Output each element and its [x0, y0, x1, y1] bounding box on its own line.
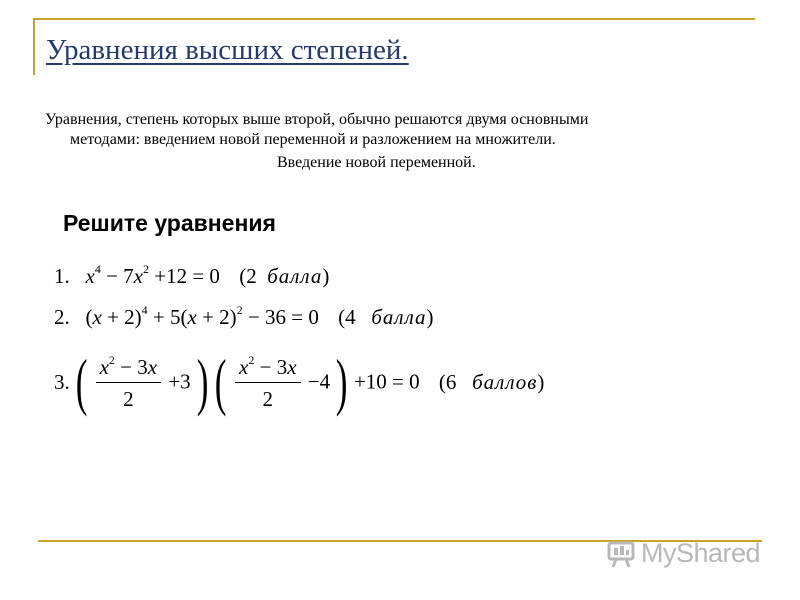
- math-term: +10 = 0: [353, 369, 420, 394]
- intro-line-2: методами: введением новой переменной и разложением на множители.: [70, 131, 556, 148]
- intro-paragraph: [45, 110, 725, 150]
- subheading: Введение новой переменной.: [277, 154, 476, 171]
- math-term: +12 = 0: [154, 264, 220, 288]
- math-var: x: [85, 264, 95, 288]
- math-term: −4: [307, 369, 331, 394]
- fraction-denominator: 2: [123, 386, 134, 411]
- math-exponent: 4: [141, 303, 148, 317]
- fraction-denominator: 2: [262, 386, 274, 411]
- math-term: + 5(: [147, 305, 188, 329]
- fraction-numerator: $x^2 - 3x$: [96, 353, 162, 383]
- left-paren: (: [75, 346, 88, 417]
- math-exponent: 4: [94, 262, 101, 276]
- equation-number: 2.: [54, 305, 70, 329]
- slide-title: Уравнения высших степеней.: [46, 34, 409, 66]
- intro-line-1: Уравнения, степень которых выше второй, обычно решаются двумя основными: [45, 111, 589, 128]
- math-term: + 2): [196, 305, 237, 329]
- points-label: (2 балла): [239, 264, 330, 288]
- math-var: x: [133, 264, 143, 288]
- points-label: (6 баллов): [438, 369, 545, 394]
- math-var: x: [92, 305, 102, 329]
- right-paren: ): [336, 346, 348, 417]
- equation-2: [54, 303, 434, 330]
- equation-3: [54, 346, 545, 417]
- equation-number: 3.: [54, 369, 70, 394]
- frame-top-line: [33, 18, 755, 20]
- math-term: (: [85, 305, 93, 329]
- equation-number: 1.: [54, 264, 70, 288]
- myshared-logo: [607, 538, 760, 569]
- fraction-numerator: $x^2 - 3x$: [235, 353, 301, 383]
- points-label: (4 балла): [338, 305, 434, 329]
- right-paren: ): [196, 346, 209, 417]
- myshared-logo-icon: [607, 540, 637, 568]
- task-title: Решите уравнения: [63, 210, 276, 236]
- math-term: + 2): [101, 305, 142, 329]
- math-term: − 7: [106, 264, 134, 288]
- equation-1: [54, 262, 329, 289]
- math-exponent: 2: [236, 303, 243, 317]
- math-term: − 36 = 0: [242, 305, 319, 329]
- math-exponent: 2: [143, 262, 149, 276]
- logo-text: MyShared: [641, 538, 761, 568]
- fraction: [235, 353, 301, 412]
- left-paren: (: [215, 346, 227, 417]
- math-var: x: [187, 305, 197, 329]
- frame-left-line: [33, 18, 35, 75]
- math-term: +3: [168, 369, 191, 394]
- fraction: [96, 353, 162, 412]
